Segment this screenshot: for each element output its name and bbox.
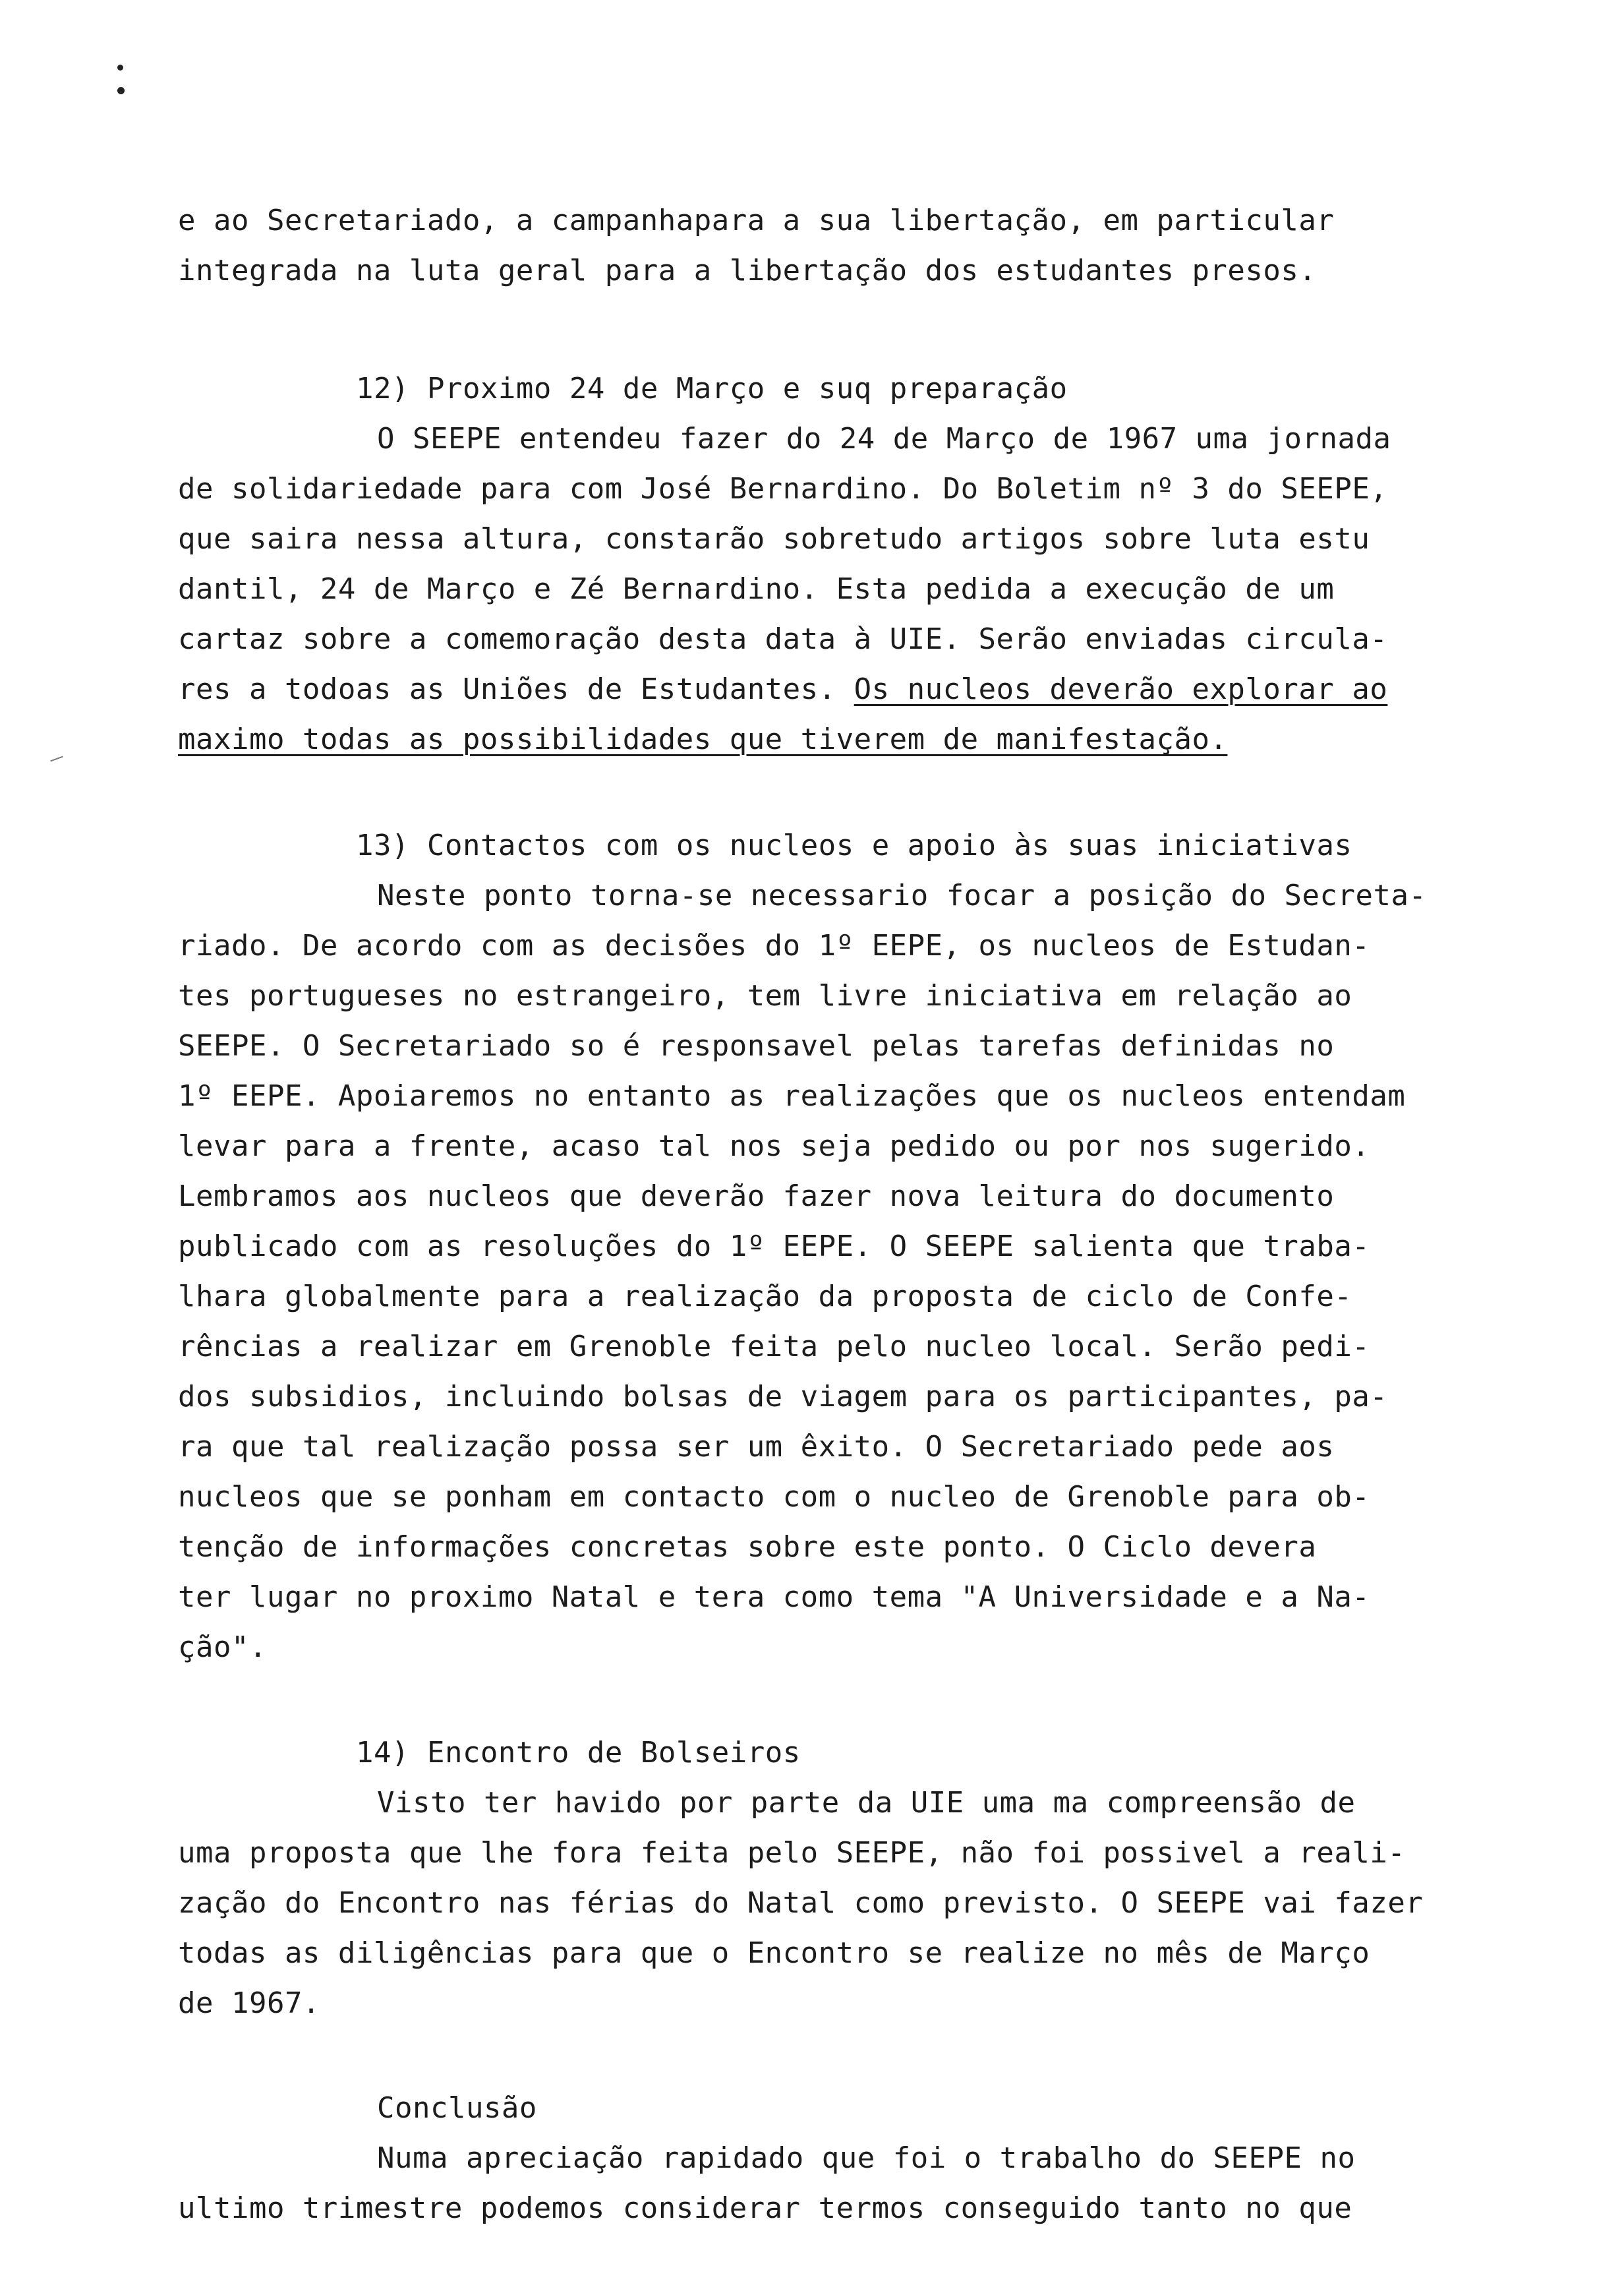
body-line: Visto ter havido por parte da UIE uma ma compreensão de — [377, 1786, 1356, 1820]
punch-mark-bottom — [117, 87, 125, 94]
body-line: O SEEPE entendeu fazer do 24 de Março de 1967 uma jornada — [377, 422, 1391, 456]
body-line: tes portugueses no estrangeiro, tem livre iniciativa em relação ao — [178, 979, 1352, 1013]
underlined-text: maximo todas as possibilidades que tiverem de manifestação. — [178, 723, 1228, 756]
body-text: res a todoas as Uniões de Estudantes. — [178, 672, 854, 706]
body-line — [178, 715, 1227, 765]
body-line: Numa apreciação rapidado que foi o trabalho do SEEPE no — [377, 2141, 1356, 2175]
body-line: lhara globalmente para a realização da proposta de ciclo de Confe- — [178, 1280, 1352, 1313]
body-line: ter lugar no proximo Natal e tera como tema "A Universidade e a Na- — [178, 1580, 1370, 1614]
body-line: dantil, 24 de Março e Zé Bernardino. Esta pedida a execução de um — [178, 572, 1335, 606]
body-line: dos subsidios, incluindo bolsas de viagem para os participantes, pa- — [178, 1380, 1388, 1413]
conclusion-heading: Conclusão — [377, 2091, 537, 2125]
body-line — [178, 665, 1387, 715]
body-line: SEEPE. O Secretariado so é responsavel pelas tarefas definidas no — [178, 1029, 1335, 1063]
body-line: de 1967. — [178, 1986, 320, 2020]
body-line: de solidariedade para com José Bernardino. Do Boletim nº 3 do SEEPE, — [178, 472, 1388, 506]
section-13-heading: 13) Contactos com os nucleos e apoio às suas iniciativas — [356, 829, 1352, 862]
section-14-heading: 14) Encontro de Bolseiros — [356, 1736, 801, 1769]
scan-speck — [50, 756, 63, 762]
body-line: nucleos que se ponham em contacto com o nucleo de Grenoble para ob- — [178, 1480, 1370, 1514]
section-12-heading: 12) Proximo 24 de Março e suq preparação — [356, 372, 1068, 405]
body-line: levar para a frente, acaso tal nos seja pedido ou por nos sugerido. — [178, 1129, 1370, 1163]
body-line: uma proposta que lhe fora feita pelo SEEPE, não foi possivel a reali- — [178, 1836, 1406, 1870]
body-line: tenção de informações concretas sobre este ponto. O Ciclo devera — [178, 1530, 1317, 1564]
body-line: publicado com as resoluções do 1º EEPE. O SEEPE salienta que traba- — [178, 1230, 1370, 1263]
body-line: Neste ponto torna-se necessario focar a posição do Secreta- — [377, 879, 1427, 912]
body-line: Lembramos aos nucleos que deverão fazer nova leitura do documento — [178, 1179, 1335, 1213]
body-line: cartaz sobre a comemoração desta data à UIE. Serão enviadas circula- — [178, 622, 1388, 656]
body-line: integrada na luta geral para a libertação dos estudantes presos. — [178, 254, 1317, 287]
body-line: riado. De acordo com as decisões do 1º EEPE, os nucleos de Estudan- — [178, 929, 1370, 963]
body-line: que saira nessa altura, constarão sobretudo artigos sobre luta estu — [178, 522, 1370, 556]
body-line: todas as diligências para que o Encontro se realize no mês de Março — [178, 1936, 1370, 1970]
punch-mark-top — [117, 65, 123, 71]
underlined-text: Os nucleos deverão explorar ao — [854, 672, 1388, 706]
body-line: rências a realizar em Grenoble feita pelo nucleo local. Serão pedi- — [178, 1330, 1370, 1363]
body-line: 1º EEPE. Apoiaremos no entanto as realizações que os nucleos entendam — [178, 1079, 1406, 1113]
body-line: e ao Secretariado, a campanhapara a sua libertação, em particular — [178, 204, 1335, 237]
body-line: zação do Encontro nas férias do Natal como previsto. O SEEPE vai fazer — [178, 1886, 1424, 1920]
body-line: ção". — [178, 1630, 267, 1664]
body-line: ra que tal realização possa ser um êxito. O Secretariado pede aos — [178, 1430, 1335, 1464]
body-line: ultimo trimestre podemos considerar termos conseguido tanto no que — [178, 2191, 1352, 2225]
